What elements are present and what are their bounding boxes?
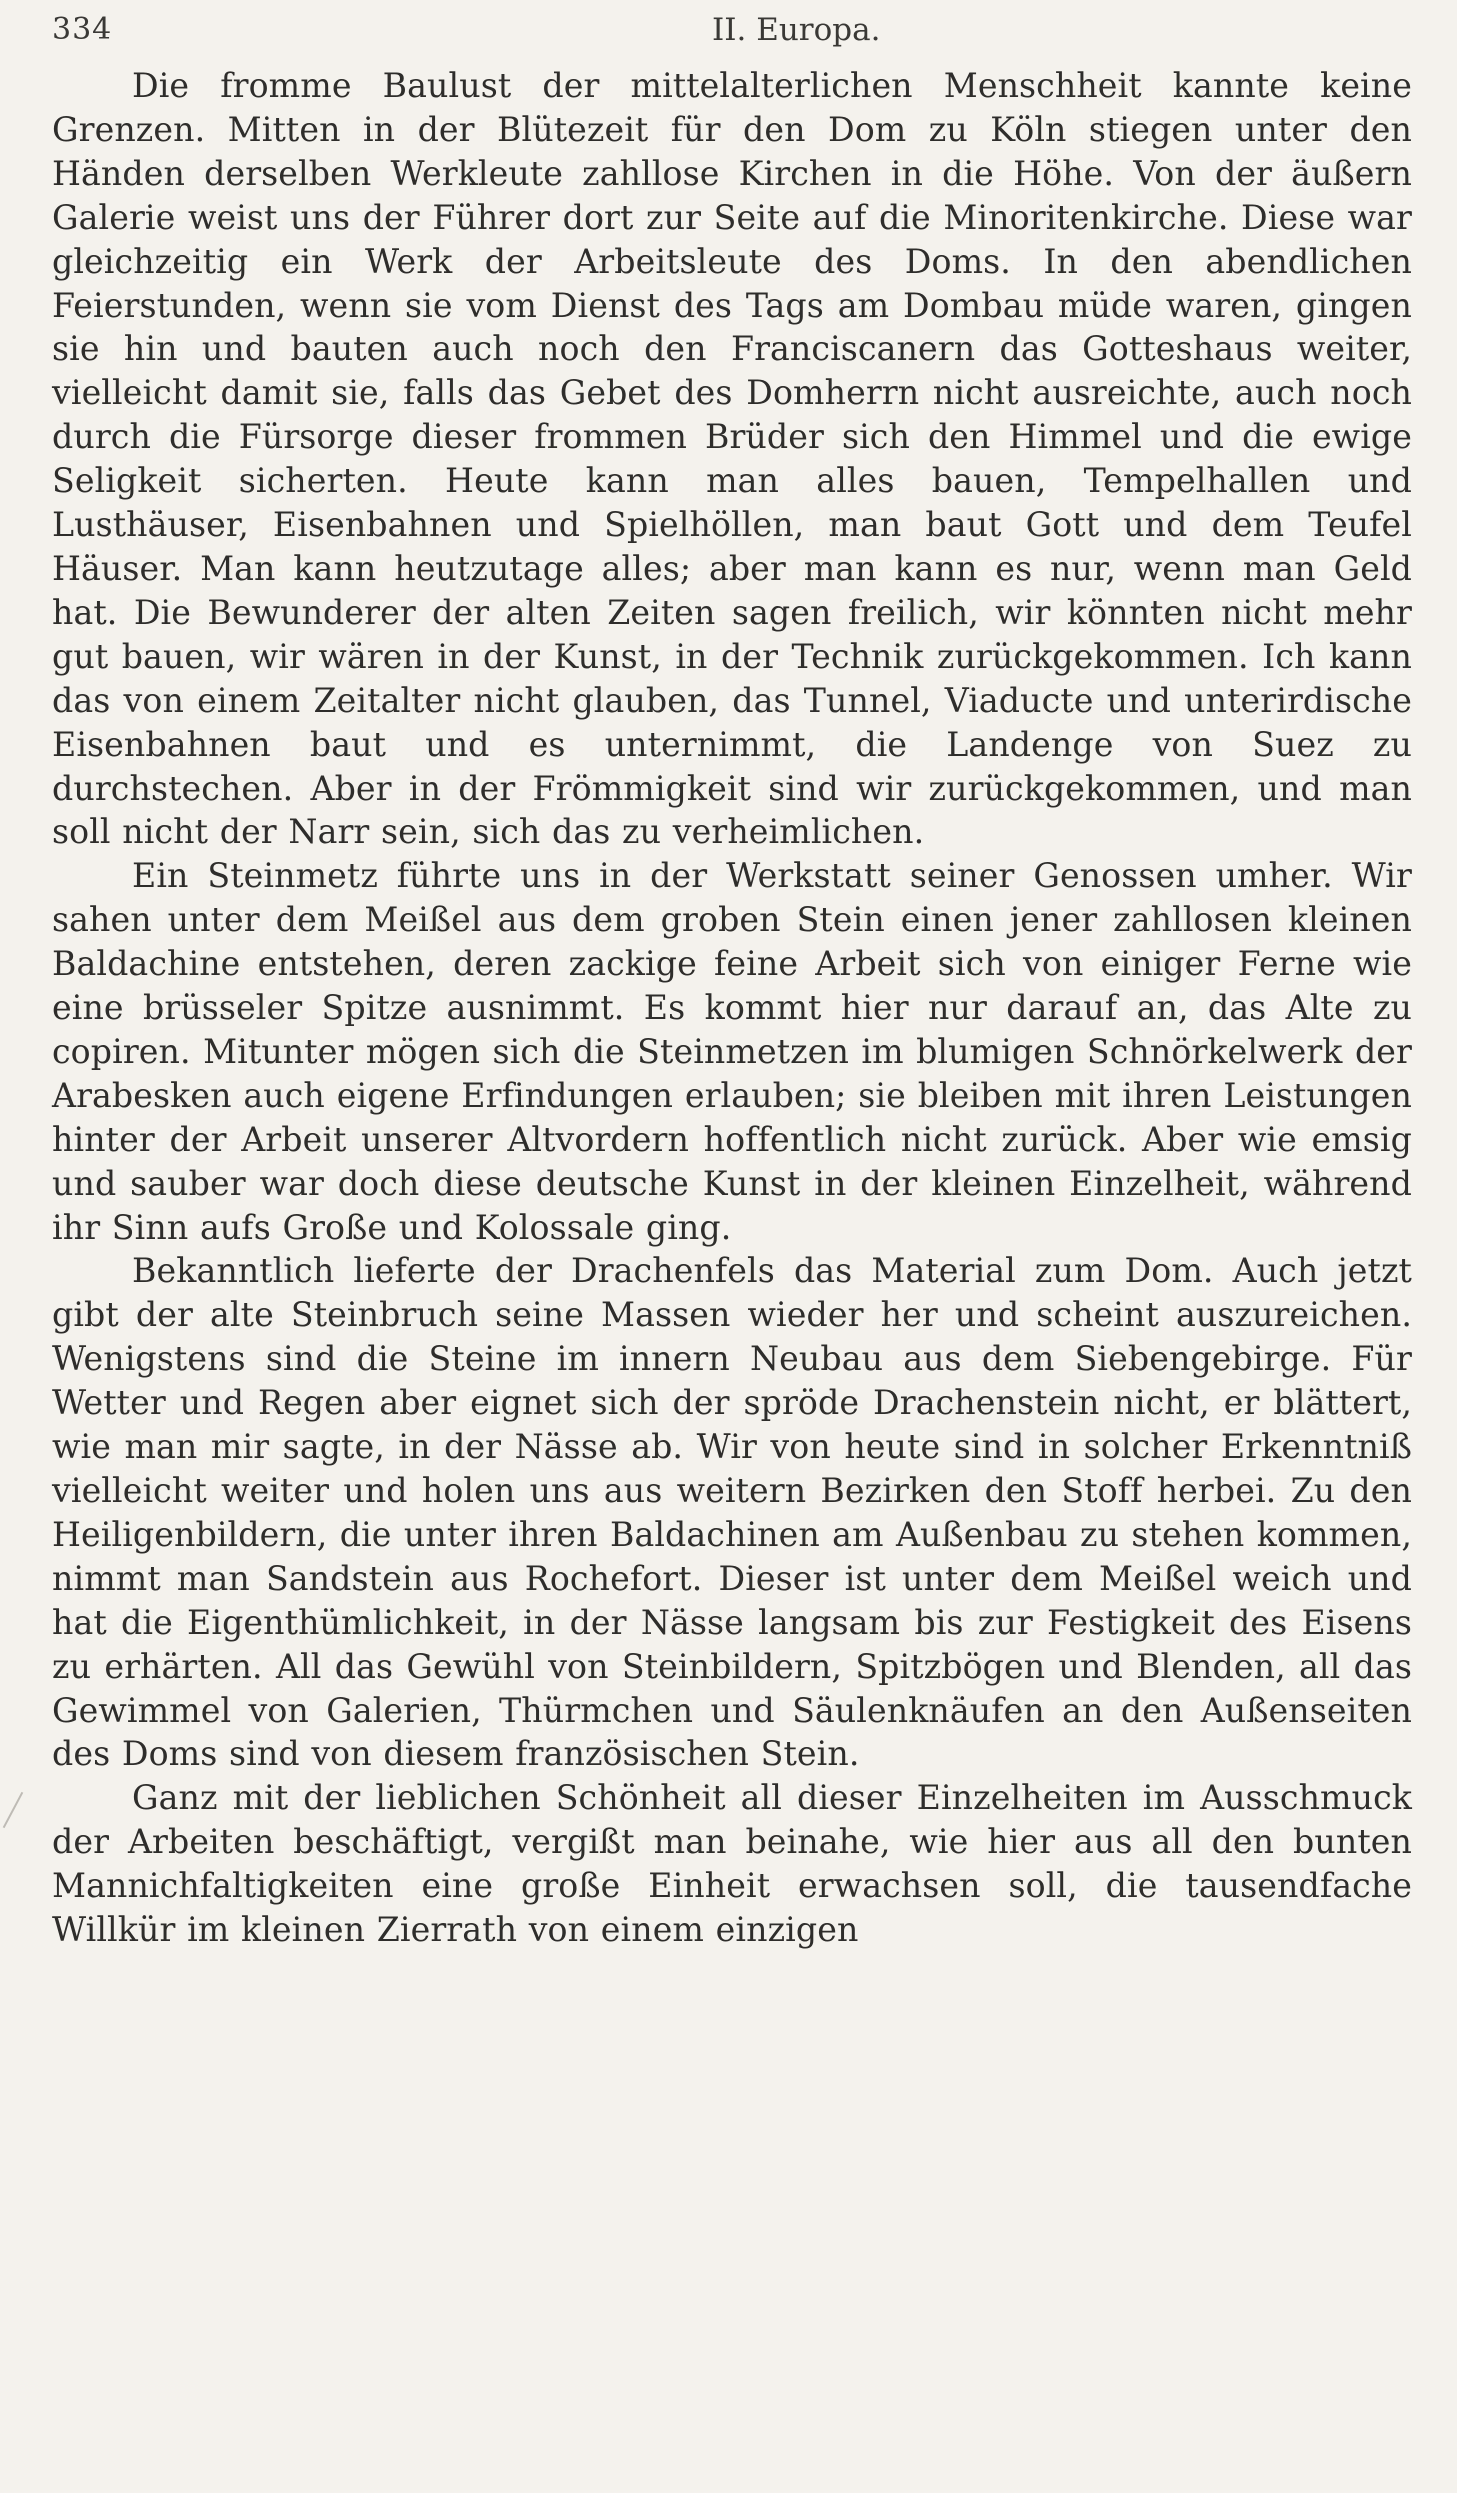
paragraph: Bekanntlich lieferte der Drachenfels das Material zum Dom. Auch jetzt gibt der alte Steinbruch seine Massen wieder her und scheint auszureichen. Wenigstens sind die Steine im innern Neubau aus dem Siebengebirge. Für Wetter und Regen aber eignet sich der spröde Drachenstein nicht, er blättert, wie man mir sagte, in der Nässe ab. Wir von heute sind in solcher Erkenntniß vielleicht weiter und holen uns aus weitern Bezirken den Stoff herbei. Zu den Heiligenbildern, die unter ihren Baldachinen am Außenbau zu stehen kommen, nimmt man Sandstein aus Rochefort. Dieser ist unter dem Meißel weich und hat die Eigenthümlichkeit, in der Nässe langsam bis zur Festigkeit des Eisens zu erhärten. All das Gewühl von Steinbildern, Spitzbögen und Blenden, all das Gewimmel von Galerien, Thürmchen und Säulenknäufen an den Außenseiten des Doms sind von diesem französischen Stein. — [52, 1251, 1412, 1774]
paragraph: Ganz mit der lieblichen Schönheit all dieser Einzelheiten im Ausschmuck der Arbeiten beschäftigt, vergißt man beinahe, wie hier aus all den bunten Mannichfaltigkeiten eine große Einheit erwachsen soll, die tausendfache Willkür im kleinen Zierrath von einem einzigen — [52, 1778, 1412, 1950]
paragraph: Die fromme Baulust der mittelalterlichen Menschheit kannte keine Grenzen. Mitten in der Blütezeit für den Dom zu Köln stiegen unter den Händen derselben Werkleute zahllose Kirchen in die Höhe. Von der äußern Galerie weist uns der Führer dort zur Seite auf die Minoritenkirche. Diese war gleichzeitig ein Werk der Arbeitsleute des Doms. In den abendlichen Feierstunden, wenn sie vom Dienst des Tags am Dombau müde waren, gingen sie hin und bauten auch noch den Franciscanern das Gotteshaus weiter, vielleicht damit sie, falls das Gebet des Domherrn nicht ausreichte, auch noch durch die Fürsorge dieser frommen Brüder sich den Himmel und die ewige Seligkeit sicherten. Heute kann man alles bauen, Tempelhallen und Lusthäuser, Eisenbahnen und Spielhöllen, man baut Gott und dem Teufel Häuser. Man kann heutzutage alles; aber man kann es nur, wenn man Geld hat. Die Bewunderer der alten Zeiten sagen freilich, wir könnten nicht mehr gut bauen, wir wären in der Kunst, in der Technik zurückgekommen. Ich kann das von einem Zeitalter nicht glauben, das Tunnel, Viaducte und unterirdische Eisenbahnen baut und es unternimmt, die Landenge von Suez zu durchstechen. Aber in der Frömmigkeit sind wir zurückgekommen, und man soll nicht der Narr sein, sich das zu verheimlichen. — [52, 66, 1412, 852]
body-text — [52, 64, 1412, 1952]
margin-pencil-mark — [3, 1792, 24, 1828]
page-header — [52, 12, 1412, 62]
page-number: 334 — [52, 12, 113, 47]
running-head: II. Europa. — [712, 12, 881, 48]
paragraph: Ein Steinmetz führte uns in der Werkstatt seiner Genossen umher. Wir sahen unter dem Meißel aus dem groben Stein einen jener zahllosen kleinen Baldachine entstehen, deren zackige feine Arbeit sich von einiger Ferne wie eine brüsseler Spitze ausnimmt. Es kommt hier nur darauf an, das Alte zu copiren. Mitunter mögen sich die Steinmetzen im blumigen Schnörkelwerk der Arabesken auch eigene Erfindungen erlauben; sie bleiben mit ihren Leistungen hinter der Arbeit unserer Altvordern hoffentlich nicht zurück. Aber wie emsig und sauber war doch diese deutsche Kunst in der kleinen Einzelheit, während ihr Sinn aufs Große und Kolossale ging. — [52, 856, 1412, 1247]
